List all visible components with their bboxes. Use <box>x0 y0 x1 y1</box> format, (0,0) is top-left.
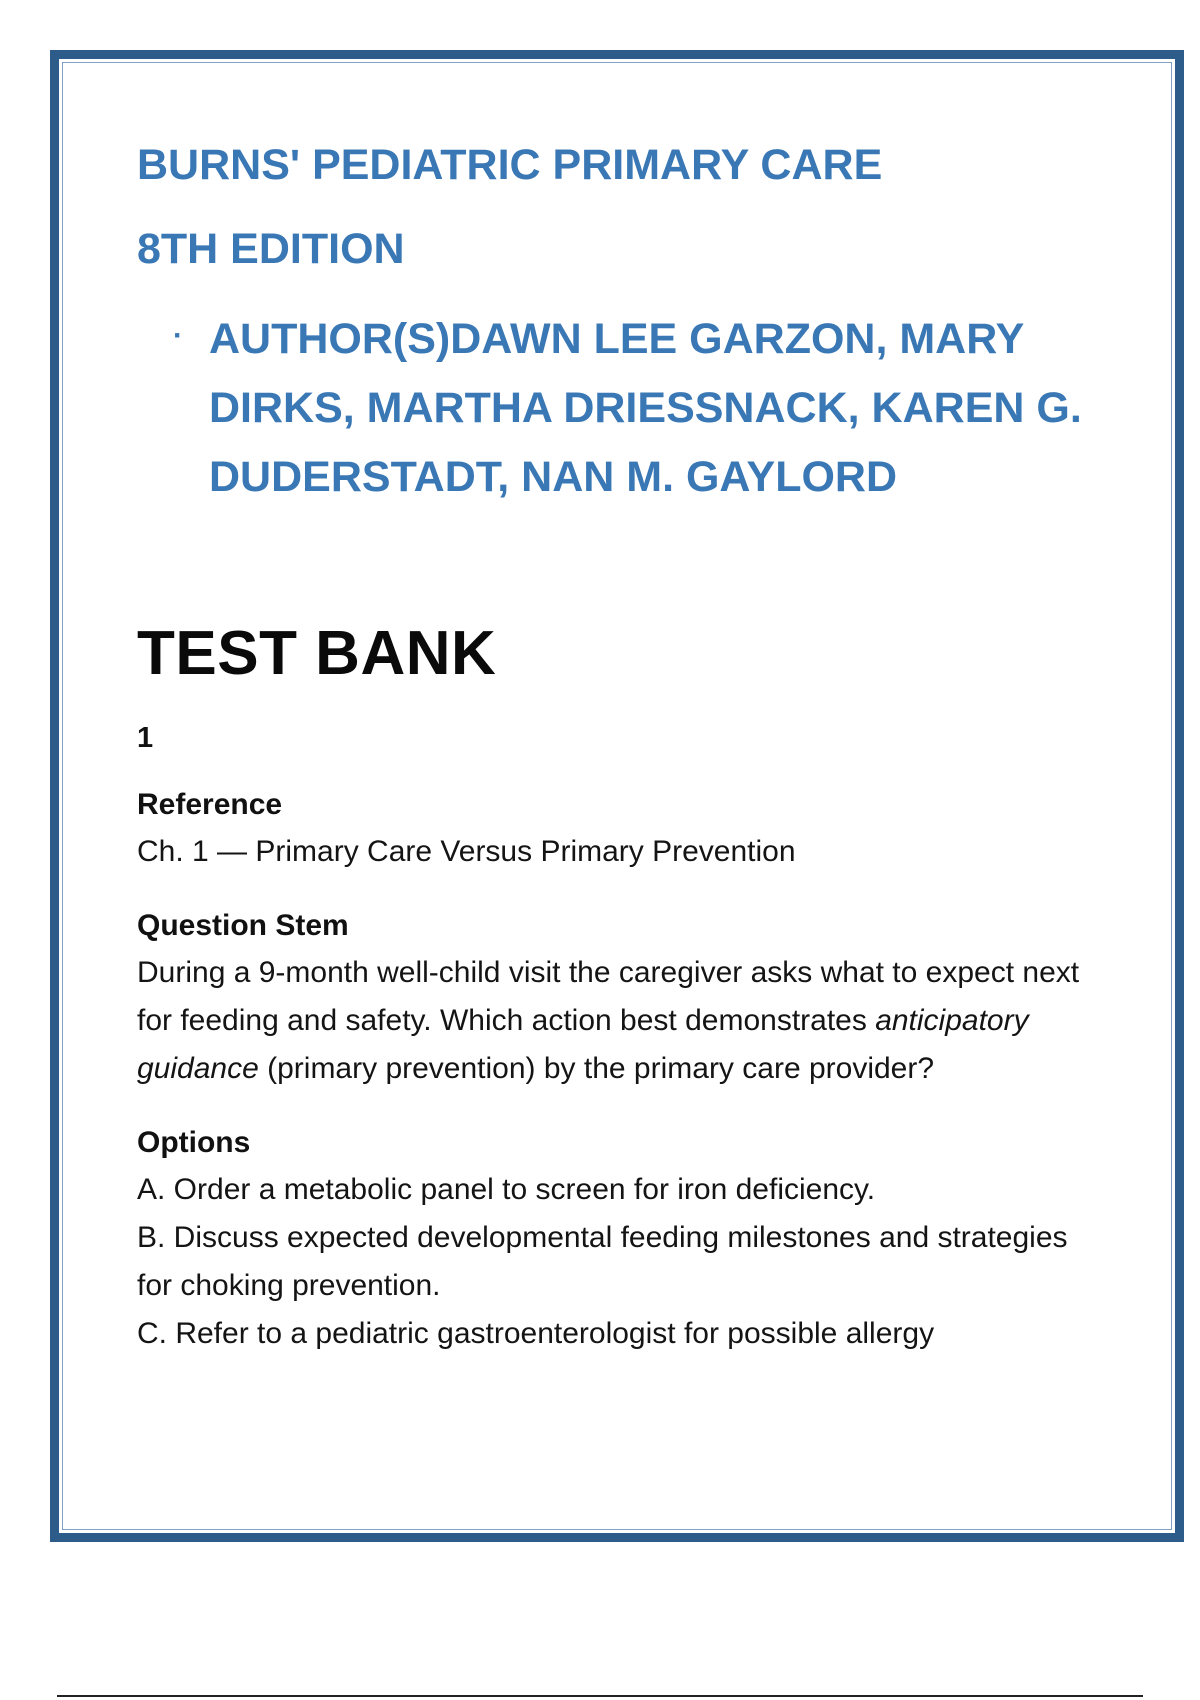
authors-text: AUTHOR(S)DAWN LEE GARZON, MARY DIRKS, MARTHA DRIESSNACK, KAREN G. DUDERSTADT, NAN M. GAYLORD <box>209 315 1082 502</box>
option-a: A. Order a metabolic panel to screen for iron deficiency. <box>137 1173 876 1207</box>
bottom-divider <box>57 1695 1143 1697</box>
stem-text-italic: anticipatory guidance <box>137 1004 1029 1086</box>
reference-text: Ch. 1 — Primary Care Versus Primary Prevention <box>137 835 796 869</box>
option-c: C. Refer to a pediatric gastroenterologist for possible allergy <box>137 1317 935 1351</box>
book-title: BURNS' PEDIATRIC PRIMARY CARE <box>137 141 883 189</box>
question-stem-text <box>137 949 1087 1093</box>
stem-text-before: During a 9-month well-child visit the caregiver asks what to expect next for feeding and safety. Which action best demonstrates <box>137 956 1080 1038</box>
document-content <box>137 140 1087 1358</box>
reference-label: Reference <box>137 788 283 822</box>
question-stem-label: Question Stem <box>137 909 349 943</box>
bullet-icon: · <box>173 319 183 353</box>
stem-text-after: (primary prevention) by the primary care provider? <box>258 1052 935 1086</box>
option-b: B. Discuss expected developmental feeding milestones and strategies for choking prevention. <box>137 1221 1068 1303</box>
author-list-item <box>137 305 1087 512</box>
options-label: Options <box>137 1126 251 1160</box>
edition-label: 8TH EDITION <box>137 224 405 273</box>
question-number: 1 <box>137 722 154 755</box>
test-bank-title: TEST BANK <box>137 619 497 689</box>
options-list <box>137 1166 1087 1358</box>
